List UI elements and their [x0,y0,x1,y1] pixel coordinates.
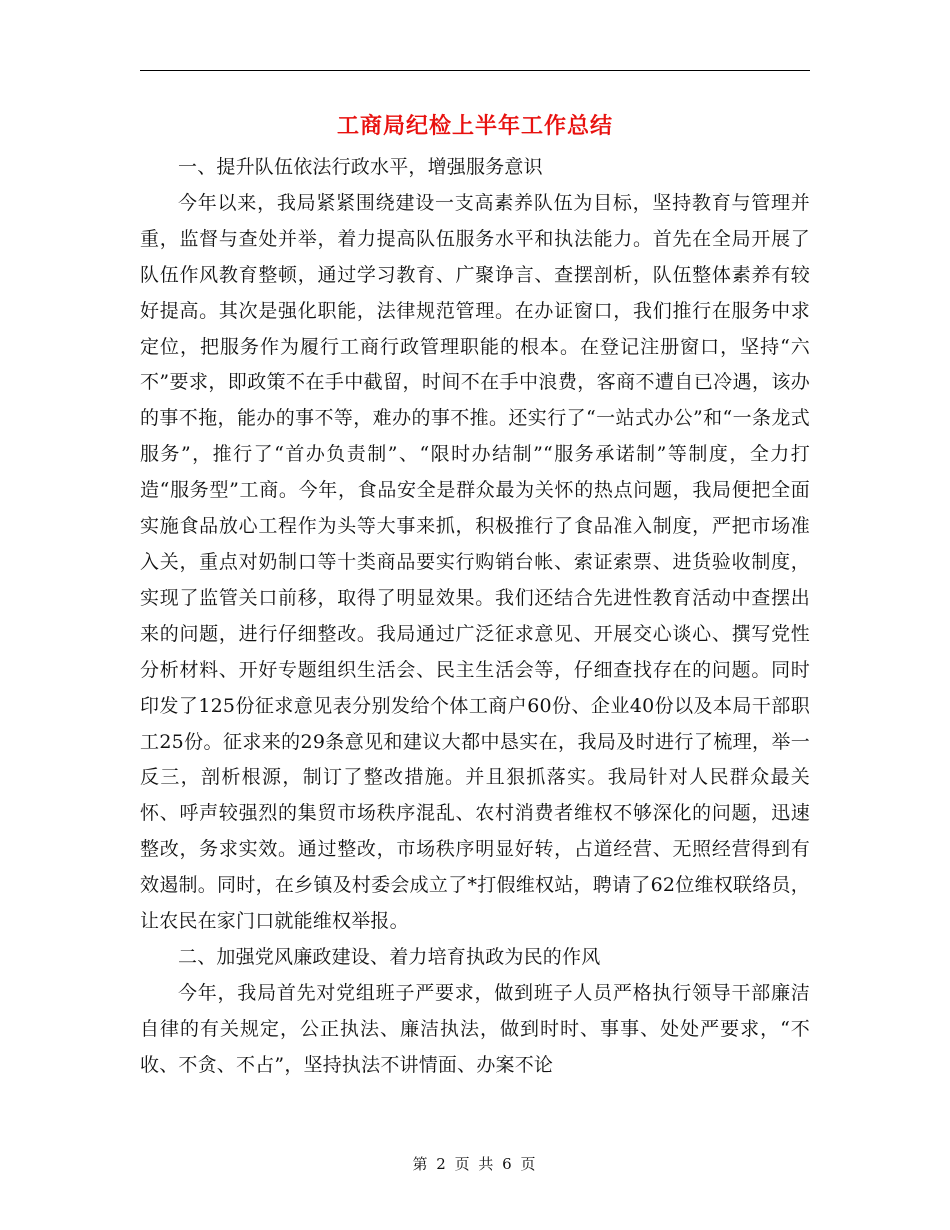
section-heading-1: 一、提升队伍依法行政水平，增强服务意识 [178,156,543,178]
section-heading-2: 二、加强党风廉政建设、着力培育执政为民的作风 [178,945,601,968]
document-body [140,150,810,1084]
document-title: 工商局纪检上半年工作总结 [336,113,613,139]
body-paragraph-1: 今年以来，我局紧紧围绕建设一支高素养队伍为目标，坚持教育与管理并重，监督与查处并举，着力提高队伍服务水平和执法能力。首先在全局开展了队伍作风教育整顿，通过学习教育、广聚诤言、查摆剖析，队伍整体素养有较好提高。其次是强化职能，法律规范管理。在办证窗口，我们推行在服务中求定位，把服务作为履行工商行政管理职能的根本。在登记注册窗口，坚持“六不”要求，即政策不在手中截留，时间不在手中浪费，客商不遭自已冷遇，该办的事不拖，能办的事不等，难办的事不推。还实行了“一站式办公”和“一条龙式服务”，推行了“首办负责制”、“限时办结制”“服务承诺制”等制度，全力打造“服务型”工商。今年，食品安全是群众最为关怀的热点问题，我局便把全面实施食品放心工程作为头等大事来抓，积极推行了食品准入制度，严把市场准入关，重点对奶制口等十类商品要实行购销台帐、索证索票、进货验收制度，实现了监管关口前移，取得了明显效果。我们还结合先进性教育活动中查摆出来的问题，进行仔细整改。我局通过广泛征求意见、开展交心谈心、撰写党性分析材料、开好专题组织生活会、民主生活会等，仔细查找存在的问题。同时印发了125份征求意见表分别发给个体工商户60份、企业40份以及本局干部职工25份。征求来的29条意见和建议大都中恳实在，我局及时进行了梳理，举一反三，剖析根源，制订了整改措施。并且狠抓落实。我局针对人民群众最关怀、呼声较强烈的集贸市场秩序混乱、农村消费者维权不够深化的问题，迅速整改，务求实效。通过整改，市场秩序明显好转，占道经营、无照经营得到有效遏制。同时，在乡镇及村委会成立了*打假维权站，聘请了62位维权联络员，让农民在家门口就能维权举报。 [140,191,810,933]
header-rule [140,70,810,71]
page-number: 第 2 页 共 6 页 [412,1155,538,1173]
body-paragraph-2: 今年，我局首先对党组班子严要求，做到班子人员严格执行领导干部廉洁自律的有关规定，公正执法、廉洁执法，做到时时、事事、处处严要求，“不收、不贪、不占”，坚持执法不讲情面、办案不论 [140,981,810,1076]
